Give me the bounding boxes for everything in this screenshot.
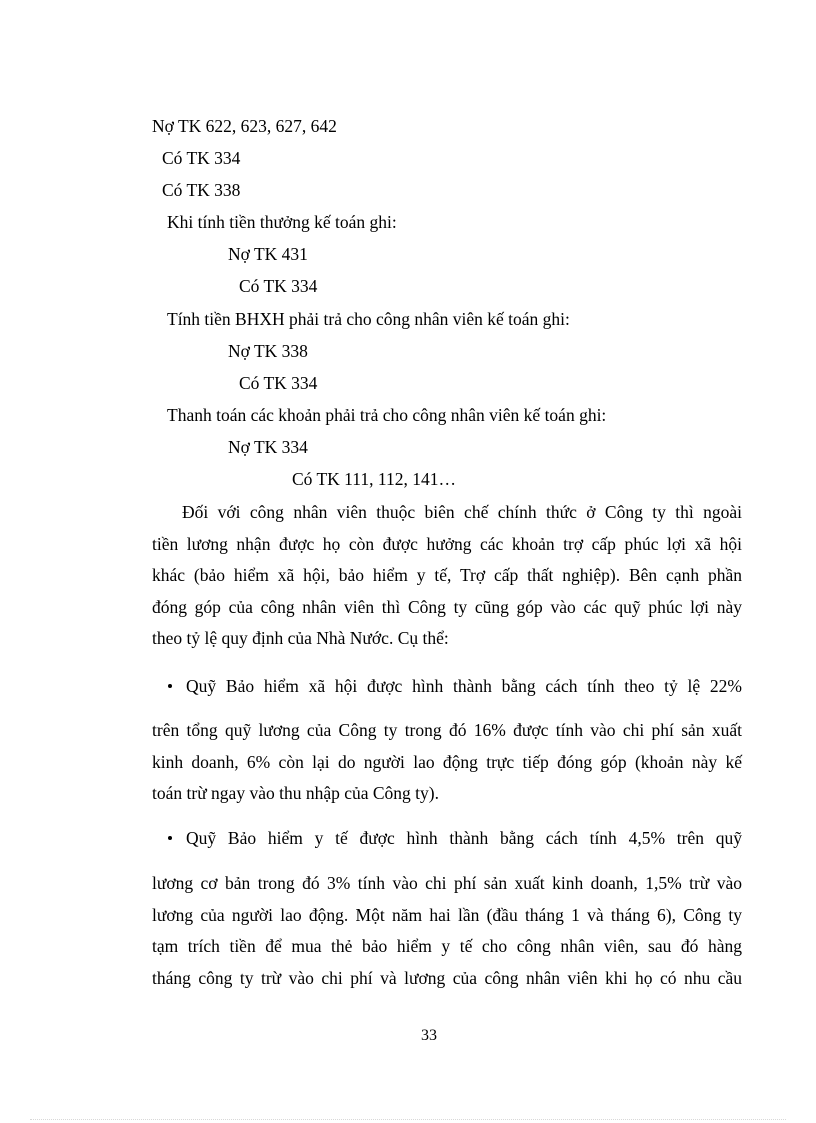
bullet-head	[152, 822, 742, 854]
bullet-line: kinh doanh, 6% còn lại do người lao động trực tiếp đóng góp (khoản này kế	[152, 751, 742, 772]
entry-credit-334-bonus: Có TK 334	[239, 276, 318, 296]
entry-bhxh-heading: Tính tiền BHXH phải trả cho công nhân viên kế toán ghi:	[167, 309, 570, 329]
bullet-head-text: Quỹ Bảo hiểm xã hội được hình thành bằng cách tính theo tỷ lệ 22%	[186, 676, 742, 696]
page-number: 33	[421, 1027, 437, 1044]
entry-debit-622: Nợ TK 622, 623, 627, 642	[152, 116, 337, 136]
bullet-health-insurance	[152, 822, 742, 994]
entry-credit-338: Có TK 338	[162, 180, 241, 200]
bullet-line: lương của người lao động. Một năm hai lần (đầu tháng 1 và tháng 6), Công ty	[152, 904, 742, 925]
bullet-line: toán trừ ngay vào thu nhập của Công ty).	[152, 783, 439, 803]
bullet-head-text: Quỹ Bảo hiểm y tế được hình thành bằng cách tính 4,5% trên quỹ	[186, 828, 742, 848]
paragraph-line: đóng góp của công nhân viên thì Công ty cũng góp vào các quỹ phúc lợi này	[152, 596, 742, 617]
entry-bonus-heading: Khi tính tiền thưởng kế toán ghi:	[167, 212, 397, 232]
bullet-line: tạm trích tiền để mua thẻ bảo hiểm y tế cho công nhân viên, sau đó hàng	[152, 936, 742, 956]
page-bottom-divider	[30, 1119, 786, 1120]
bullet-line: lương cơ bản trong đó 3% tính vào chi phí sản xuất kinh doanh, 1,5% trừ vào	[152, 873, 742, 893]
entry-debit-334: Nợ TK 334	[228, 437, 308, 457]
paragraph-line: khác (bảo hiểm xã hội, bảo hiểm y tế, Trợ cấp thất nghiệp). Bên cạnh phần	[152, 565, 742, 585]
entry-debit-338: Nợ TK 338	[228, 341, 308, 361]
paragraph-line: Đối với công nhân viên thuộc biên chế chính thức ở Công ty thì ngoài	[182, 502, 742, 522]
bullet-line: trên tổng quỹ lương của Công ty trong đó 16% được tính vào chi phí sản xuất	[152, 720, 742, 740]
bullet-line: tháng công ty trừ vào chi phí và lương của công nhân viên khi họ có nhu cầu	[152, 967, 742, 988]
entry-credit-334-bhxh: Có TK 334	[239, 373, 318, 393]
welfare-paragraph	[152, 497, 742, 655]
bullet-head	[152, 670, 742, 702]
entry-payment-heading: Thanh toán các khoản phải trả cho công nhân viên kế toán ghi:	[167, 405, 607, 425]
paragraph-line: theo tỷ lệ quy định của Nhà Nước. Cụ thể:	[152, 628, 449, 648]
entry-debit-431: Nợ TK 431	[228, 244, 308, 264]
bullet-social-insurance	[152, 670, 742, 810]
entry-credit-111: Có TK 111, 112, 141…	[292, 469, 456, 489]
bullet-icon	[168, 684, 172, 688]
paragraph-line: tiền lương nhận được họ còn được hưởng các khoản trợ cấp phúc lợi xã hội	[152, 533, 742, 554]
bullet-icon	[168, 836, 172, 840]
entry-credit-334: Có TK 334	[162, 148, 241, 168]
